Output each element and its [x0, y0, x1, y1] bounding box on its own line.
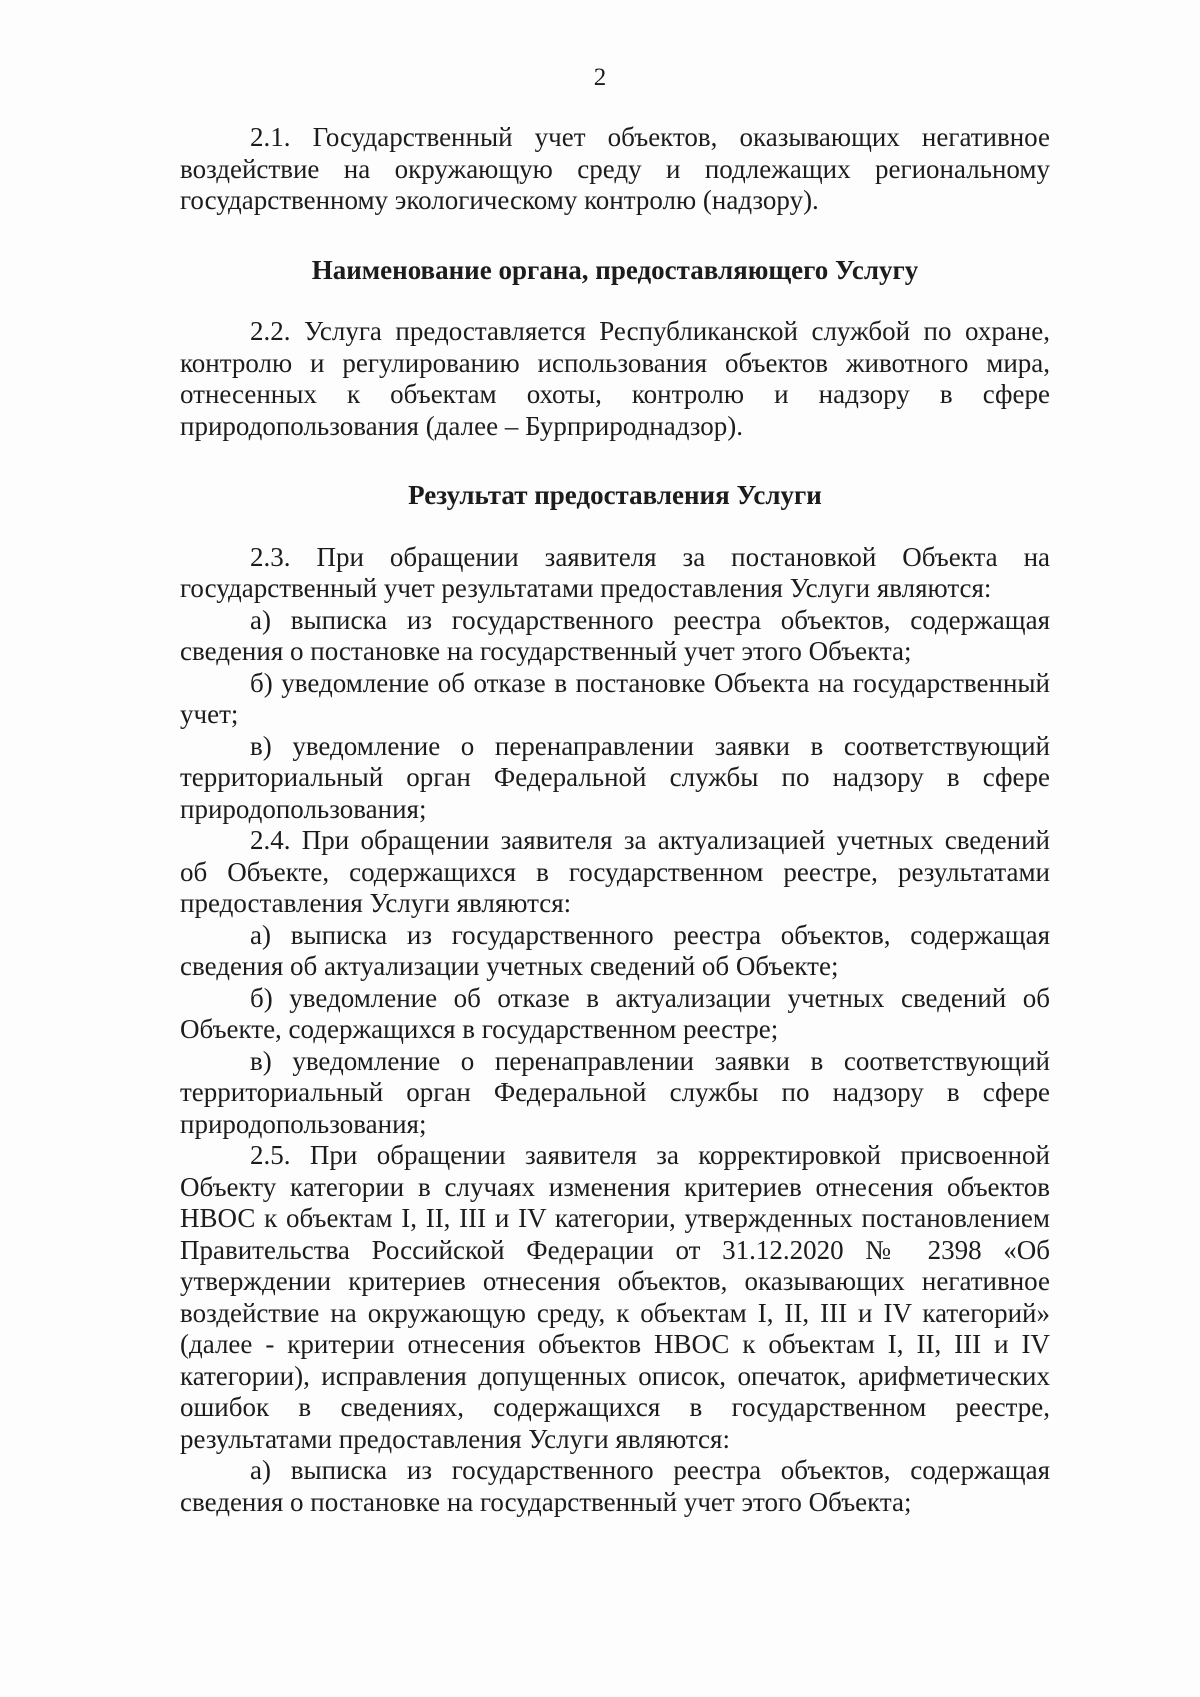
paragraph-2-1: 2.1. Государственный учет объектов, оказывающих негативное воздействие на окружающую среду и подлежащих региональному государственному экологическому контролю (надзору).: [180, 122, 1050, 215]
page-number: 2: [593, 64, 607, 91]
paragraph-2-4: 2.4. При обращении заявителя за актуализацией учетных сведений об Объекте, содержащихся в государственном реестре, результатами предоставления Услуги являются:: [180, 825, 1050, 918]
section-heading-result: Результат предоставления Услуги: [408, 480, 822, 510]
paragraph-2-5-a: а) выписка из государственного реестра объектов, содержащая сведения о постановке на государственный учет этого Объекта;: [180, 1455, 1050, 1517]
paragraph-2-4-c: в) уведомление о перенаправлении заявки в соответствующий территориальный орган Федеральной службы по надзору в сфере природопользования;: [180, 1045, 1050, 1139]
paragraph-2-3-c: в) уведомление о перенаправлении заявки в соответствующий территориальный орган Федеральной службы по надзору в сфере природопользования;: [180, 730, 1050, 824]
document-body: [180, 122, 1050, 1518]
paragraph-2-4-b: б) уведомление об отказе в актуализации учетных сведений об Объекте, содержащихся в государственном реестре;: [180, 982, 1050, 1044]
paragraph-2-3: 2.3. При обращении заявителя за постановкой Объекта на государственный учет результатами предоставления Услуги являются:: [180, 541, 1050, 603]
section-heading-authority: Наименование органа, предоставляющего Услугу: [311, 254, 919, 285]
paragraph-2-2: 2.2. Услуга предоставляется Республиканской службой по охране, контролю и регулированию использования объектов животного мира, отнесенных к объектам охоты, контролю и надзору в сфере природопользования (далее – Бурприроднадзор).: [180, 316, 1050, 441]
paragraph-2-4-a: а) выписка из государственного реестра объектов, содержащая сведения об актуализации учетных сведений об Объекте;: [180, 919, 1050, 981]
paragraph-2-5: 2.5. При обращении заявителя за корректировкой присвоенной Объекту категории в случаях изменения критериев отнесения объектов НВОС к объектам I, II, III и IV категории, утвержденных постановлением Правительства Российской Федерации от 31.12.2020 № 2398 «Об утверждении критериев отнесения объектов, оказывающих негативное воздействие на окружающую среду, к объектам I, II, III и IV категорий» (далее - критерии отнесения объектов НВОС к объектам I, II, III и IV категории), исправления допущенных описок, опечаток, арифметических ошибок в сведениях, содержащихся в государственном реестре, результатами предоставления Услуги являются:: [180, 1140, 1050, 1454]
paragraph-2-3-b: б) уведомление об отказе в постановке Объекта на государственный учет;: [180, 667, 1050, 729]
paragraph-2-3-a: а) выписка из государственного реестра объектов, содержащая сведения о постановке на государственный учет этого Объекта;: [180, 604, 1050, 666]
